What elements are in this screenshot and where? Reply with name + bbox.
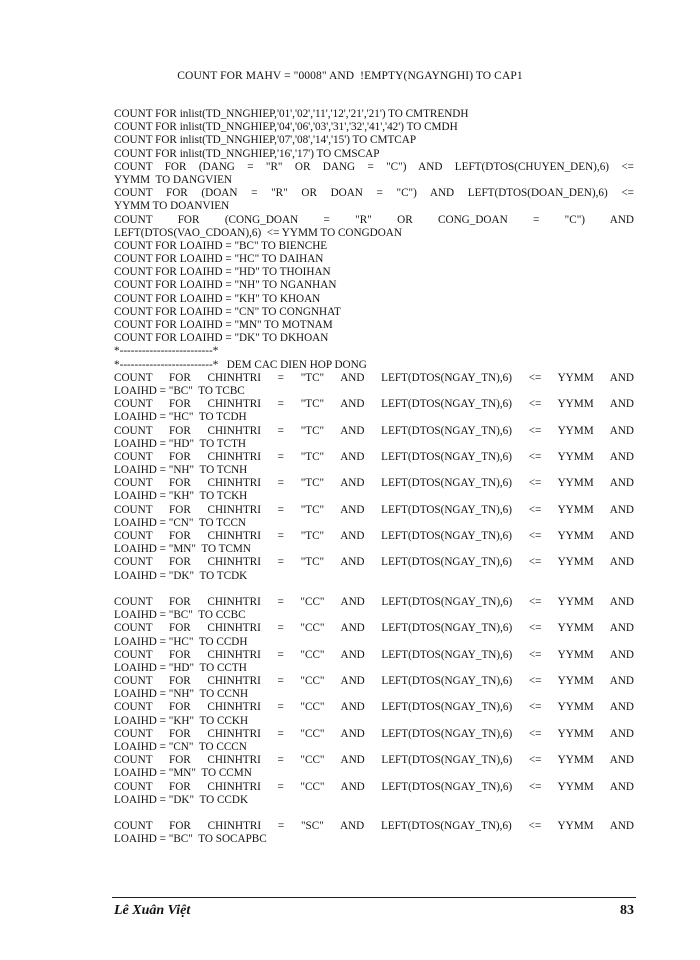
code-line: LOAIHD = "DK" TO TCDK (114, 569, 248, 582)
code-line: COUNT FOR LOAIHD = "MN" TO MOTNAM (114, 319, 333, 331)
code-line: COUNT FOR CHINHTRI = "TC" AND LEFT(DTOS(NGAY_TN),6) <= YYMM AND (114, 371, 634, 384)
code-line: COUNT FOR CHINHTRI = "CC" AND LEFT(DTOS(NGAY_TN),6) <= YYMM AND (114, 648, 634, 661)
code-line: *-------------------------* (114, 345, 219, 358)
code-line: COUNT FOR CHINHTRI = "CC" AND LEFT(DTOS(NGAY_TN),6) <= YYMM AND (114, 780, 634, 793)
code-line: COUNT FOR LOAIHD = "KH" TO KHOAN (114, 292, 321, 305)
code-line: COUNT FOR CHINHTRI = "CC" AND LEFT(DTOS(NGAY_TN),6) <= YYMM AND (114, 701, 634, 714)
code-line: COUNT FOR CHINHTRI = "TC" AND LEFT(DTOS(NGAY_TN),6) <= YYMM AND (114, 503, 634, 516)
code-line: COUNT FOR CHINHTRI = "TC" AND LEFT(DTOS(NGAY_TN),6) <= YYMM AND (114, 477, 634, 490)
code-line: LOAIHD = "NH" TO CCNH (114, 688, 249, 701)
code-line: LOAIHD = "HD" TO CCTH (114, 661, 247, 674)
code-line: LOAIHD = "BC" TO CCBC (114, 609, 246, 622)
code-line: COUNT FOR CHINHTRI = "CC" AND LEFT(DTOS(NGAY_TN),6) <= YYMM AND (114, 675, 634, 688)
code-listing (114, 108, 634, 847)
code-line: COUNT FOR CHINHTRI = "TC" AND LEFT(DTOS(NGAY_TN),6) <= YYMM AND (114, 398, 634, 411)
code-line: YYMM TO DOANVIEN (114, 200, 230, 213)
code-line: COUNT FOR inlist(TD_NNGHIEP,'16','17') TO CMSCAP (114, 147, 380, 160)
code-line: COUNT FOR CHINHTRI = "CC" AND LEFT(DTOS(NGAY_TN),6) <= YYMM AND (114, 727, 634, 740)
code-line: COUNT FOR CHINHTRI = "TC" AND LEFT(DTOS(NGAY_TN),6) <= YYMM AND (114, 450, 634, 463)
code-line: COUNT FOR (DOAN = "R" OR DOAN = "C") AND LEFT(DTOS(DOAN_DEN),6) <= (114, 187, 634, 200)
code-line: LOAIHD = "MN" TO CCMN (114, 767, 252, 780)
code-line: COUNT FOR CHINHTRI = "CC" AND LEFT(DTOS(NGAY_TN),6) <= YYMM AND (114, 622, 634, 635)
code-line: LOAIHD = "BC" TO SOCAPBC (114, 833, 267, 846)
code-line: LOAIHD = "BC" TO TCBC (114, 384, 245, 397)
code-line: COUNT FOR inlist(TD_NNGHIEP,'04','06','03','31','32','41','42') TO CMDH (114, 121, 458, 134)
code-line: COUNT FOR CHINHTRI = "TC" AND LEFT(DTOS(NGAY_TN),6) <= YYMM AND (114, 530, 634, 542)
code-line: COUNT FOR LOAIHD = "NH" TO NGANHAN (114, 279, 337, 292)
code-line (114, 583, 634, 596)
code-line: COUNT FOR (DANG = "R" OR DANG = "C") AND LEFT(DTOS(CHUYEN_DEN),6) <= (114, 160, 634, 173)
code-line: COUNT FOR LOAIHD = "HC" TO DAIHAN (114, 253, 324, 266)
code-line (114, 807, 634, 820)
code-line: LOAIHD = "HC" TO CCDH (114, 635, 248, 648)
code-line: LOAIHD = "HD" TO TCTH (114, 437, 246, 450)
footer-page-number: 83 (620, 903, 634, 918)
code-line: COUNT FOR CHINHTRI = "TC" AND LEFT(DTOS(NGAY_TN),6) <= YYMM AND (114, 556, 634, 569)
code-line: LOAIHD = "CN" TO CCCN (114, 741, 247, 753)
code-line: LOAIHD = "HC" TO TCDH (114, 411, 247, 424)
code-line: COUNT FOR CHINHTRI = "TC" AND LEFT(DTOS(NGAY_TN),6) <= YYMM AND (114, 424, 634, 437)
code-line: COUNT FOR CHINHTRI = "CC" AND LEFT(DTOS(NGAY_TN),6) <= YYMM AND (114, 754, 634, 767)
code-line: COUNT FOR (CONG_DOAN = "R" OR CONG_DOAN = "C") AND (114, 213, 634, 226)
code-line: YYMM TO DANGVIEN (114, 173, 232, 186)
code-line: LEFT(DTOS(VAO_CDOAN),6) <= YYMM TO CONGDOAN (114, 226, 402, 239)
code-line: LOAIHD = "CN" TO TCCN (114, 516, 246, 529)
code-line: LOAIHD = "DK" TO CCDK (114, 793, 249, 806)
code-line: COUNT FOR LOAIHD = "DK" TO DKHOAN (114, 332, 329, 345)
code-line: LOAIHD = "NH" TO TCNH (114, 464, 248, 477)
code-line: COUNT FOR CHINHTRI = "CC" AND LEFT(DTOS(NGAY_TN),6) <= YYMM AND (114, 595, 634, 608)
code-line: LOAIHD = "KH" TO TCKH (114, 490, 248, 503)
footer-divider (112, 897, 636, 898)
code-line: COUNT FOR LOAIHD = "BC" TO BIENCHE (114, 239, 328, 252)
code-line: LOAIHD = "KH" TO CCKH (114, 714, 249, 727)
code-line: LOAIHD = "MN" TO TCMN (114, 543, 251, 556)
code-heading-line: COUNT FOR MAHV = "0008" AND !EMPTY(NGAYNGHI) TO CAP1 (177, 70, 523, 82)
footer-author: Lê Xuân Việt (114, 903, 191, 918)
code-line: COUNT FOR LOAIHD = "HD" TO THOIHAN (114, 266, 331, 279)
code-line: COUNT FOR inlist(TD_NNGHIEP,'07','08','14','15') TO CMTCAP (114, 134, 417, 147)
code-line: COUNT FOR inlist(TD_NNGHIEP,'01','02','11','12','21','21') TO CMTRENDH (114, 108, 469, 120)
code-line: COUNT FOR LOAIHD = "CN" TO CONGNHAT (114, 305, 341, 318)
code-line: COUNT FOR CHINHTRI = "SC" AND LEFT(DTOS(NGAY_TN),6) <= YYMM AND (114, 820, 634, 833)
code-line: *-------------------------* DEM CAC DIEN HOP DONG (114, 358, 367, 371)
